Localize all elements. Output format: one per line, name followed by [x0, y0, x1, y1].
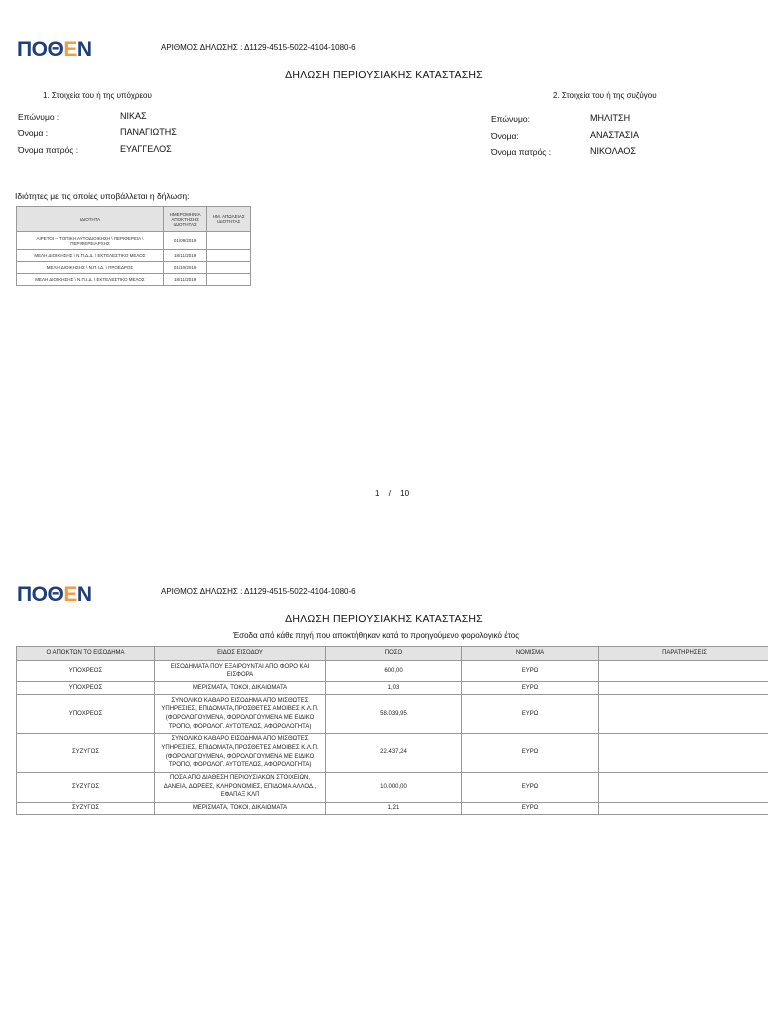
income-subtitle: Έσοδα από κάθε πηγή που αποκτήθηκαν κατά το προηγούμενο φορολογικό έτος — [232, 631, 520, 640]
total-pages: 10 — [400, 489, 410, 498]
spouse-name: ΑΝΑΣΤΑΣΙΑ — [590, 130, 639, 140]
table-row — [17, 802, 768, 815]
table-row — [17, 232, 251, 250]
spouse-surname: ΜΗΛΙΤΣΗ — [590, 113, 631, 123]
table-row — [17, 661, 768, 682]
declaration-number: ΑΡΙΘΜΟΣ ΔΗΛΩΣΗΣ : Δ1129-4515-5022-4104-1080-6 — [161, 43, 356, 52]
income-header-remarks: ΠΑΡΑΤΗΡΗΣΕΙΣ — [599, 647, 768, 661]
currency-cell: ΕΥΡΩ — [462, 695, 599, 734]
capacities-header-acquired: ΗΜΕΡΟΜΗΝΙΑ ΑΠΟΚΤΗΣΗΣ ΙΔΙΟΤΗΤΑΣ — [163, 207, 207, 232]
page-separator: / — [388, 489, 391, 498]
table-row — [17, 250, 251, 262]
capacities-header-lost: ΗΜ. ΑΠΩΛΕΙΑΣ ΙΔΙΟΤΗΤΑΣ — [207, 207, 251, 232]
lost-date-cell — [207, 274, 251, 286]
currency-cell: ΕΥΡΩ — [462, 661, 599, 682]
spouse-section-title: 2. Στοιχεία του ή της συζύγου — [553, 91, 657, 100]
remarks-cell — [599, 733, 768, 772]
income-type-cell: ΜΕΡΙΣΜΑΤΑ, ΤΟΚΟΙ, ΔΙΚΑΙΩΜΑΤΑ — [155, 802, 326, 815]
income-table — [16, 646, 768, 815]
income-type-cell: ΠΟΣΑ ΑΠΟ ΔΙΑΘΕΣΗ ΠΕΡΙΟΥΣΙΑΚΩΝ ΣΤΟΙΧΕΙΩΝ, ΔΑΝΕΙΑ, ΔΩΡΕΕΣ, ΚΛΗΡΟΝΟΜΙΕΣ, ΕΠΙΔΟΜΑ ΑΛΛΟΔ., ΕΦΑΠΑΞ ΚΛΠ — [155, 772, 326, 802]
lost-date-cell — [207, 250, 251, 262]
obligor-father-label: Όνομα πατρός : — [18, 145, 79, 155]
currency-cell: ΕΥΡΩ — [462, 733, 599, 772]
amount-cell: 58.039,95 — [326, 695, 462, 734]
income-type-cell: ΣΥΝΟΛΙΚΟ ΚΑΘΑΡΟ ΕΙΣΟΔΗΜΑ ΑΠΟ ΜΙΣΘΩΤΕΣ ΥΠΗΡΕΣΙΕΣ, ΕΠΙΔΟΜΑΤΑ,ΠΡΟΣΘΕΤΕΣ ΑΜΟΙΒΕΣ Κ.Λ.Π.(ΦΟΡΟΛΟΓΟΥΜΕΝΑ, ΦΟΡΟΛΟΓΟΥΜΕΝΑ ΜΕ ΕΙΔΙΚΟ ΤΡΟΠΟ, ΦΟΡΟΛΟΓ. ΑΥΤΟΤΕΛΩΣ, ΑΦΟΡΟΛΟΓΗΤΑ) — [155, 695, 326, 734]
lost-date-cell — [207, 232, 251, 250]
page-title: ΔΗΛΩΣΗ ΠΕΡΙΟΥΣΙΑΚΗΣ ΚΑΤΑΣΤΑΣΗΣ — [285, 69, 483, 81]
currency-cell: ΕΥΡΩ — [462, 682, 599, 695]
current-page: 1 — [375, 489, 380, 498]
table-row — [17, 772, 768, 802]
acquired-date-cell: 18/11/2019 — [163, 274, 207, 286]
table-row — [17, 262, 251, 274]
acquired-date-cell: 01/09/2019 — [163, 232, 207, 250]
table-row — [17, 682, 768, 695]
currency-cell: ΕΥΡΩ — [462, 772, 599, 802]
remarks-cell — [599, 802, 768, 815]
income-header-recipient: Ο ΑΠΟΚΤΩΝ ΤΟ ΕΙΣΟΔΗΜΑ — [17, 647, 155, 661]
acquired-date-cell: 18/11/2019 — [163, 250, 207, 262]
capacity-cell: ΑΙΡΕΤΟΙ – ΤΟΠΙΚΗ ΑΥΤΟΔΙΟΙΚΗΣΗ \ ΠΕΡΙΦΕΡΕΙΑ \ ΠΕΡΙΦΕΡΕΙΑΡΧΗΣ — [17, 232, 164, 250]
capacities-table — [16, 206, 251, 286]
obligor-surname: ΝΙΚΑΣ — [120, 111, 147, 121]
currency-cell: ΕΥΡΩ — [462, 802, 599, 815]
income-type-cell: ΣΥΝΟΛΙΚΟ ΚΑΘΑΡΟ ΕΙΣΟΔΗΜΑ ΑΠΟ ΜΙΣΘΩΤΕΣ ΥΠΗΡΕΣΙΕΣ, ΕΠΙΔΟΜΑΤΑ,ΠΡΟΣΘΕΤΕΣ ΑΜΟΙΒΕΣ Κ.Λ.Π.(ΦΟΡΟΛΟΓΟΥΜΕΝΑ, ΦΟΡΟΛΟΓΟΥΜΕΝΑ ΜΕ ΕΙΔΙΚΟ ΤΡΟΠΟ, ΦΟΡΟΛΟΓ. ΑΥΤΟΤΕΛΩΣ, ΑΦΟΡΟΛΟΓΗΤΑ) — [155, 733, 326, 772]
recipient-cell: ΣΥΖΥΓΟΣ — [17, 802, 155, 815]
obligor-section-title: 1. Στοιχεία του ή της υπόχρεου — [43, 91, 152, 100]
amount-cell: 22.437,24 — [326, 733, 462, 772]
acquired-date-cell: 01/10/2019 — [163, 262, 207, 274]
remarks-cell — [599, 682, 768, 695]
amount-cell: 1,03 — [326, 682, 462, 695]
page-title: ΔΗΛΩΣΗ ΠΕΡΙΟΥΣΙΑΚΗΣ ΚΑΤΑΣΤΑΣΗΣ — [285, 613, 483, 625]
obligor-name-label: Όνομα : — [18, 128, 49, 138]
amount-cell: 1,21 — [326, 802, 462, 815]
recipient-cell: ΥΠΟΧΡΕΟΣ — [17, 695, 155, 734]
pothen-logo: ΠΟΘΕΝ — [17, 38, 92, 61]
lost-date-cell — [207, 262, 251, 274]
spouse-father: ΝΙΚΟΛΑΟΣ — [590, 146, 636, 156]
capacity-cell: ΜΕΛΗ ΔΙΟΙΚΗΣΗΣ \ Ν.Π.Δ.Δ. \ ΕΚΤΕΛΕΣΤΙΚΟ ΜΕΛΟΣ — [17, 250, 164, 262]
capacity-cell: ΜΕΛΗ ΔΙΟΙΚΗΣΗΣ \ Ν.Π.Ι.Δ. \ ΕΚΤΕΛΕΣΤΙΚΟ ΜΕΛΟΣ — [17, 274, 164, 286]
recipient-cell: ΣΥΖΥΓΟΣ — [17, 772, 155, 802]
income-header-amount: ΠΟΣΟ — [326, 647, 462, 661]
table-row — [17, 695, 768, 734]
income-type-cell: ΕΙΣΟΔΗΜΑΤΑ ΠΟΥ ΕΞΑΙΡΟΥΝΤΑΙ ΑΠΟ ΦΟΡΟ ΚΑΙ ΕΙΣΦΟΡΑ — [155, 661, 326, 682]
capacities-header-capacity: ΙΔΙΟΤΗΤΑ — [17, 207, 164, 232]
declaration-number: ΑΡΙΘΜΟΣ ΔΗΛΩΣΗΣ : Δ1129-4515-5022-4104-1080-6 — [161, 587, 356, 596]
recipient-cell: ΥΠΟΧΡΕΟΣ — [17, 661, 155, 682]
spouse-father-label: Όνομα πατρός : — [491, 147, 552, 157]
capacities-caption: Ιδιότητες με τις οποίες υποβάλλεται η δήλωση: — [15, 191, 190, 201]
table-row — [17, 733, 768, 772]
obligor-father: ΕΥΑΓΓΕΛΟΣ — [120, 144, 172, 154]
capacity-cell: ΜΕΛΗ ΔΙΟΙΚΗΣΗΣ \ Ν.Π.Ι.Δ. \ ΠΡΟΕΔΡΟΣ — [17, 262, 164, 274]
amount-cell: 600,00 — [326, 661, 462, 682]
remarks-cell — [599, 661, 768, 682]
spouse-surname-label: Επώνυμο: — [491, 114, 530, 124]
amount-cell: 10.000,00 — [326, 772, 462, 802]
page-indicator — [375, 489, 409, 498]
obligor-surname-label: Επώνυμο : — [18, 112, 60, 122]
pothen-logo: ΠΟΘΕΝ — [17, 583, 92, 606]
recipient-cell: ΥΠΟΧΡΕΟΣ — [17, 682, 155, 695]
income-header-type: ΕΙΔΟΣ ΕΙΣΟΔΟΥ — [155, 647, 326, 661]
spouse-name-label: Όνομα: — [491, 131, 519, 141]
recipient-cell: ΣΥΖΥΓΟΣ — [17, 733, 155, 772]
remarks-cell — [599, 695, 768, 734]
income-type-cell: ΜΕΡΙΣΜΑΤΑ, ΤΟΚΟΙ, ΔΙΚΑΙΩΜΑΤΑ — [155, 682, 326, 695]
obligor-name: ΠΑΝΑΓΙΩΤΗΣ — [120, 127, 177, 137]
income-header-currency: ΝΟΜΙΣΜΑ — [462, 647, 599, 661]
table-row — [17, 274, 251, 286]
remarks-cell — [599, 772, 768, 802]
